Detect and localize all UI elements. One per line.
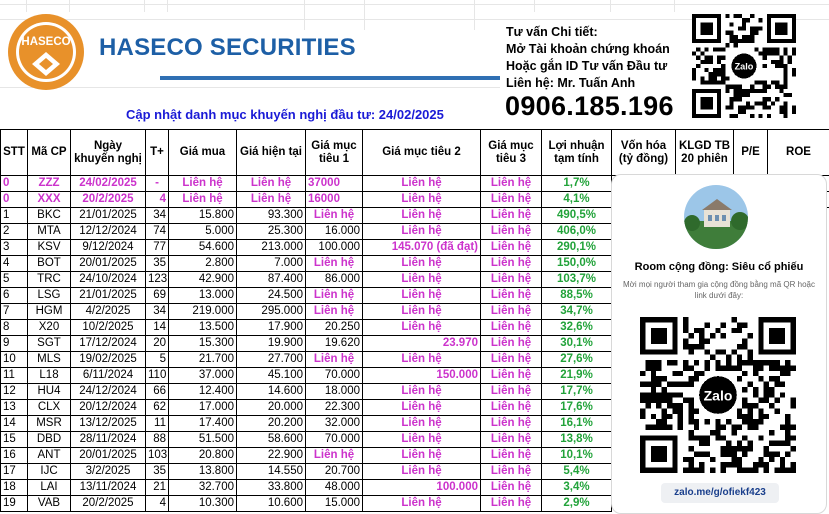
cell-code: KSV — [28, 240, 71, 256]
cell-profit: 490,5% — [542, 208, 612, 224]
cell-code: HGM — [28, 304, 71, 320]
cell-buy: 219.000 — [169, 304, 237, 320]
contact-line-4: Liên hệ: Mr. Tuấn Anh — [506, 76, 636, 90]
cell-cur: Liên hệ — [237, 192, 306, 208]
cell-code: BKC — [28, 208, 71, 224]
cell-date: 3/2/2025 — [71, 464, 146, 480]
cell-buy: Liên hệ — [169, 192, 237, 208]
cell-t2: 145.070 (đã đạt) — [363, 240, 481, 256]
cell-stt: 13 — [1, 400, 28, 416]
cell-t3: Liên hệ — [481, 304, 542, 320]
cell-profit: 32,6% — [542, 320, 612, 336]
cell-t2: Liên hệ — [363, 192, 481, 208]
cell-t3: Liên hệ — [481, 400, 542, 416]
cell-t2: 150.000 — [363, 368, 481, 384]
cell-cur: 24.500 — [237, 288, 306, 304]
cell-t1: 48.000 — [306, 480, 363, 496]
cell-code: VAB — [28, 496, 71, 512]
community-invite-text: Mời mọi người tham gia cộng đồng bằng mã QR hoặc link dưới đây: — [623, 280, 815, 300]
cell-profit: 1,7% — [542, 176, 612, 192]
cell-cur: Liên hệ — [237, 176, 306, 192]
cell-t2: Liên hệ — [363, 304, 481, 320]
cell-date: 24/10/2024 — [71, 272, 146, 288]
cell-buy: 12.400 — [169, 384, 237, 400]
cell-cur: 14.600 — [237, 384, 306, 400]
cell-stt: 2 — [1, 224, 28, 240]
cell-stt: 16 — [1, 448, 28, 464]
cell-cur: 7.000 — [237, 256, 306, 272]
cell-cur: 295.000 — [237, 304, 306, 320]
cell-buy: 15.300 — [169, 336, 237, 352]
cell-t3: Liên hệ — [481, 272, 542, 288]
cell-code: L18 — [28, 368, 71, 384]
cell-t: 4 — [146, 496, 169, 512]
cell-stt: 9 — [1, 336, 28, 352]
cell-profit: 21,9% — [542, 368, 612, 384]
cell-t2: 23.970 — [363, 336, 481, 352]
cell-cur: 87.400 — [237, 272, 306, 288]
cell-stt: 5 — [1, 272, 28, 288]
cell-profit: 88,5% — [542, 288, 612, 304]
cell-date: 19/02/2025 — [71, 352, 146, 368]
cell-date: 17/12/2024 — [71, 336, 146, 352]
cell-profit: 30,1% — [542, 336, 612, 352]
cell-cur: 33.800 — [237, 480, 306, 496]
cell-t2: Liên hệ — [363, 400, 481, 416]
cell-stt: 10 — [1, 352, 28, 368]
cell-t: 35 — [146, 464, 169, 480]
cell-t2: Liên hệ — [363, 208, 481, 224]
cell-t2: Liên hệ — [363, 256, 481, 272]
cell-date: 20/2/2025 — [71, 192, 146, 208]
cell-stt: 11 — [1, 368, 28, 384]
cell-profit: 16,1% — [542, 416, 612, 432]
cell-cur: 10.600 — [237, 496, 306, 512]
cell-cur: 25.300 — [237, 224, 306, 240]
cell-cur: 17.900 — [237, 320, 306, 336]
cell-t1: 20.250 — [306, 320, 363, 336]
cell-t3: Liên hệ — [481, 416, 542, 432]
cell-code: MLS — [28, 352, 71, 368]
cell-cur: 19.900 — [237, 336, 306, 352]
cell-code: TRC — [28, 272, 71, 288]
community-link[interactable]: zalo.me/g/ofiekf423 — [661, 483, 779, 503]
cell-buy: 5.000 — [169, 224, 237, 240]
brand-name: HASECO SECURITIES — [99, 34, 356, 61]
cell-cur: 20.200 — [237, 416, 306, 432]
cell-buy: 54.600 — [169, 240, 237, 256]
cell-t: 69 — [146, 288, 169, 304]
cell-profit: 27,6% — [542, 352, 612, 368]
cell-profit: 290,1% — [542, 240, 612, 256]
cell-t1: Liên hệ — [306, 304, 363, 320]
cell-t1: 37000 — [306, 176, 363, 192]
cell-t: 88 — [146, 432, 169, 448]
cell-stt: 12 — [1, 384, 28, 400]
cell-t2: Liên hệ — [363, 384, 481, 400]
cell-code: ANT — [28, 448, 71, 464]
cell-t1: 16.000 — [306, 224, 363, 240]
header-code: Mã CP — [28, 130, 71, 176]
cell-profit: 150,0% — [542, 256, 612, 272]
cell-buy: 17.400 — [169, 416, 237, 432]
cell-t2: Liên hệ — [363, 496, 481, 512]
cell-profit: 103,7% — [542, 272, 612, 288]
cell-t2: Liên hệ — [363, 320, 481, 336]
cell-buy: 51.500 — [169, 432, 237, 448]
logo-text: HASECO — [21, 36, 71, 48]
cell-t: 74 — [146, 224, 169, 240]
phone-number: 0906.185.196 — [505, 91, 674, 121]
cell-t3: Liên hệ — [481, 368, 542, 384]
cell-t3: Liên hệ — [481, 480, 542, 496]
cell-buy: 17.000 — [169, 400, 237, 416]
cell-date: 13/12/2025 — [71, 416, 146, 432]
cell-buy: 13.000 — [169, 288, 237, 304]
cell-profit: 10,1% — [542, 448, 612, 464]
cell-profit: 17,6% — [542, 400, 612, 416]
cell-t: 5 — [146, 352, 169, 368]
cell-t: - — [146, 176, 169, 192]
cell-t3: Liên hệ — [481, 336, 542, 352]
cell-t2: Liên hệ — [363, 272, 481, 288]
cell-t: 34 — [146, 208, 169, 224]
cell-t: 103 — [146, 448, 169, 464]
cell-cur: 27.700 — [237, 352, 306, 368]
cell-t2: Liên hệ — [363, 288, 481, 304]
cell-code: IJC — [28, 464, 71, 480]
cell-date: 4/2/2025 — [71, 304, 146, 320]
cell-code: BOT — [28, 256, 71, 272]
cell-t: 110 — [146, 368, 169, 384]
cell-date: 24/02/2025 — [71, 176, 146, 192]
cell-t1: 100.000 — [306, 240, 363, 256]
cell-cur: 58.600 — [237, 432, 306, 448]
contact-line-1: Tư vấn Chi tiết: — [506, 25, 598, 39]
header-date: Ngày khuyến nghị — [71, 130, 146, 176]
brand-underline — [160, 76, 500, 80]
cell-date: 13/11/2024 — [71, 480, 146, 496]
cell-buy: 2.800 — [169, 256, 237, 272]
cell-t1: Liên hệ — [306, 352, 363, 368]
cell-buy: 42.900 — [169, 272, 237, 288]
cell-date: 21/01/2025 — [71, 288, 146, 304]
cell-t2: Liên hệ — [363, 416, 481, 432]
cell-t3: Liên hệ — [481, 240, 542, 256]
contact-block — [506, 24, 670, 92]
cell-date: 20/2/2025 — [71, 496, 146, 512]
cell-stt: 17 — [1, 464, 28, 480]
cell-t1: Liên hệ — [306, 256, 363, 272]
contact-qr-code-icon — [692, 14, 796, 118]
cell-cur: 14.550 — [237, 464, 306, 480]
cell-t: 20 — [146, 336, 169, 352]
cell-buy: 21.700 — [169, 352, 237, 368]
cell-t3: Liên hệ — [481, 256, 542, 272]
header-current: Giá hiện tại — [237, 130, 306, 176]
cell-date: 28/11/2024 — [71, 432, 146, 448]
cell-cur: 213.000 — [237, 240, 306, 256]
cell-t1: 86.000 — [306, 272, 363, 288]
cell-t3: Liên hệ — [481, 208, 542, 224]
haseco-logo-icon — [6, 12, 86, 92]
cell-date: 12/12/2024 — [71, 224, 146, 240]
cell-t: 21 — [146, 480, 169, 496]
contact-line-2: Mở Tài khoản chứng khoán — [506, 42, 670, 56]
cell-buy: Liên hệ — [169, 176, 237, 192]
cell-t1: 15.000 — [306, 496, 363, 512]
header-target1: Giá mục tiêu 1 — [306, 130, 363, 176]
cell-t: 14 — [146, 320, 169, 336]
community-avatar — [684, 185, 748, 249]
contact-line-3: Hoặc gắn ID Tư vấn Đầu tư — [506, 59, 668, 73]
header-target3: Giá mục tiêu 3 — [481, 130, 542, 176]
community-panel — [611, 174, 827, 514]
cell-stt: 18 — [1, 480, 28, 496]
cell-code: X20 — [28, 320, 71, 336]
cell-t: 4 — [146, 192, 169, 208]
cell-stt: 8 — [1, 320, 28, 336]
cell-stt: 4 — [1, 256, 28, 272]
cell-code: MTA — [28, 224, 71, 240]
cell-t1: 22.300 — [306, 400, 363, 416]
cell-buy: 13.500 — [169, 320, 237, 336]
header-t: T+ — [146, 130, 169, 176]
cell-code: LAI — [28, 480, 71, 496]
zalo-logo-text: Zalo — [734, 61, 754, 72]
cell-code: LSG — [28, 288, 71, 304]
cell-code: SGT — [28, 336, 71, 352]
cell-stt: 14 — [1, 416, 28, 432]
community-qr-code-icon[interactable] — [640, 317, 796, 473]
cell-stt: 15 — [1, 432, 28, 448]
cell-t1: Liên hệ — [306, 448, 363, 464]
cell-t3: Liên hệ — [481, 496, 542, 512]
cell-t: 77 — [146, 240, 169, 256]
cell-t1: 32.000 — [306, 416, 363, 432]
cell-stt: 1 — [1, 208, 28, 224]
cell-cur: 45.100 — [237, 368, 306, 384]
cell-date: 20/12/2024 — [71, 400, 146, 416]
header-stt: STT — [1, 130, 28, 176]
cell-t2: Liên hệ — [363, 464, 481, 480]
cell-code: HU4 — [28, 384, 71, 400]
cell-t: 34 — [146, 304, 169, 320]
cell-date: 24/12/2024 — [71, 384, 146, 400]
cell-t3: Liên hệ — [481, 464, 542, 480]
cell-buy: 13.800 — [169, 464, 237, 480]
cell-t1: 18.000 — [306, 384, 363, 400]
header-profit: Lợi nhuận tạm tính — [542, 130, 612, 176]
cell-code: ZZZ — [28, 176, 71, 192]
table-header-row — [1, 130, 829, 176]
cell-t2: Liên hệ — [363, 432, 481, 448]
cell-t2: Liên hệ — [363, 448, 481, 464]
header-roe: ROE — [768, 130, 829, 176]
cell-stt: 0 — [1, 176, 28, 192]
cell-t: 35 — [146, 256, 169, 272]
cell-date: 20/01/2025 — [71, 448, 146, 464]
cell-date: 20/01/2025 — [71, 256, 146, 272]
cell-cur: 22.900 — [237, 448, 306, 464]
cell-t3: Liên hệ — [481, 192, 542, 208]
cell-t3: Liên hệ — [481, 224, 542, 240]
cell-stt: 0 — [1, 192, 28, 208]
update-title: Cập nhật danh mục khuyến nghị đầu tư: 24/02/2025 — [126, 107, 444, 122]
cell-t: 123 — [146, 272, 169, 288]
zalo-logo-text: Zalo — [703, 387, 733, 404]
cell-t: 66 — [146, 384, 169, 400]
cell-stt: 7 — [1, 304, 28, 320]
community-room-title: Room cộng đồng: Siêu cổ phiếu — [634, 261, 804, 273]
cell-t1: 70.000 — [306, 432, 363, 448]
cell-profit: 17,7% — [542, 384, 612, 400]
cell-profit: 13,8% — [542, 432, 612, 448]
cell-date: 6/11/2024 — [71, 368, 146, 384]
cell-t2: Liên hệ — [363, 176, 481, 192]
cell-code: XXX — [28, 192, 71, 208]
cell-t2: Liên hệ — [363, 224, 481, 240]
cell-t1: Liên hệ — [306, 288, 363, 304]
cell-code: MSR — [28, 416, 71, 432]
cell-t1: 70.000 — [306, 368, 363, 384]
cell-t1: 20.700 — [306, 464, 363, 480]
header-market-cap: Vốn hóa (tỷ đồng) — [612, 130, 676, 176]
cell-buy: 37.000 — [169, 368, 237, 384]
cell-stt: 19 — [1, 496, 28, 512]
cell-date: 21/01/2025 — [71, 208, 146, 224]
cell-code: CLX — [28, 400, 71, 416]
cell-t3: Liên hệ — [481, 432, 542, 448]
cell-cur: 20.000 — [237, 400, 306, 416]
cell-buy: 20.800 — [169, 448, 237, 464]
cell-date: 10/2/2025 — [71, 320, 146, 336]
cell-t1: 16000 — [306, 192, 363, 208]
header-volume: KLGD TB 20 phiên — [676, 130, 734, 176]
cell-profit: 4,1% — [542, 192, 612, 208]
header-buy: Giá mua — [169, 130, 237, 176]
cell-t3: Liên hệ — [481, 176, 542, 192]
cell-stt: 3 — [1, 240, 28, 256]
cell-date: 9/12/2024 — [71, 240, 146, 256]
cell-stt: 6 — [1, 288, 28, 304]
header-pe: P/E — [734, 130, 768, 176]
cell-t: 11 — [146, 416, 169, 432]
cell-t1: 19.620 — [306, 336, 363, 352]
cell-t1: Liên hệ — [306, 208, 363, 224]
cell-profit: 34,7% — [542, 304, 612, 320]
cell-profit: 3,4% — [542, 480, 612, 496]
cell-t2: 100.000 — [363, 480, 481, 496]
cell-t3: Liên hệ — [481, 288, 542, 304]
cell-profit: 2,9% — [542, 496, 612, 512]
cell-t3: Liên hệ — [481, 448, 542, 464]
cell-code: DBD — [28, 432, 71, 448]
cell-cur: 93.300 — [237, 208, 306, 224]
cell-profit: 406,0% — [542, 224, 612, 240]
cell-buy: 15.800 — [169, 208, 237, 224]
cell-profit: 5,4% — [542, 464, 612, 480]
cell-buy: 10.300 — [169, 496, 237, 512]
cell-t3: Liên hệ — [481, 320, 542, 336]
cell-t2: Liên hệ — [363, 352, 481, 368]
cell-buy: 32.700 — [169, 480, 237, 496]
cell-t3: Liên hệ — [481, 384, 542, 400]
cell-t3: Liên hệ — [481, 352, 542, 368]
header-target2: Giá mục tiêu 2 — [363, 130, 481, 176]
cell-t: 62 — [146, 400, 169, 416]
